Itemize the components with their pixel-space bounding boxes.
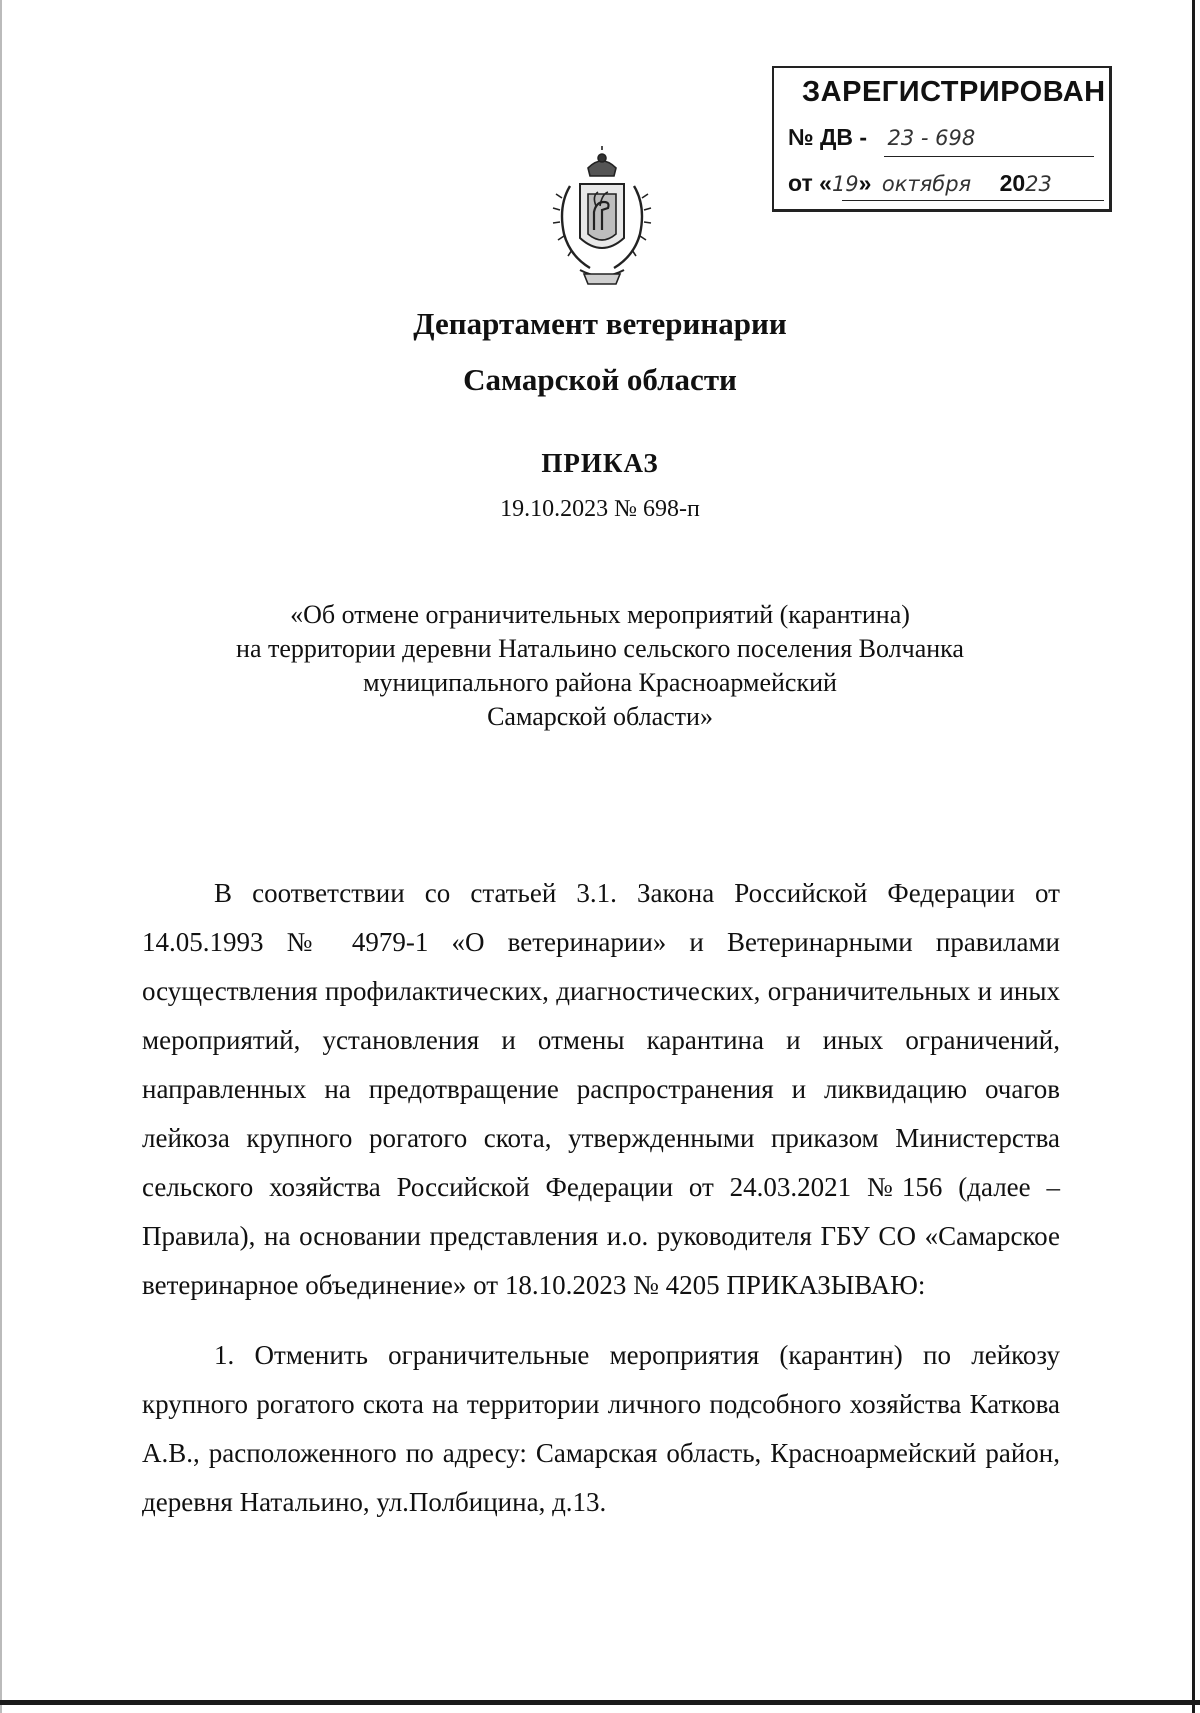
scan-edge-right	[1192, 0, 1195, 1713]
stamp-year-prefix: 20	[999, 170, 1026, 196]
order-date-number: 19.10.2023 № 698-п	[500, 496, 700, 522]
stamp-year-suffix: 23	[1025, 172, 1052, 196]
stamp-date-prefix: от «	[788, 170, 832, 196]
order-title: ПРИКАЗ	[541, 448, 659, 478]
scan-edge-bottom	[0, 1700, 1200, 1705]
scan-edge-left	[0, 0, 2, 1713]
coat-of-arms-emblem	[540, 146, 664, 296]
order-subject	[0, 598, 1200, 734]
stamp-number-value: 23 - 698	[887, 126, 976, 150]
stamp-number-underline	[884, 156, 1094, 157]
stamp-date-mid: »	[858, 170, 872, 196]
stamp-date-underline	[842, 200, 1104, 201]
stamp-date-day: 19	[831, 172, 859, 196]
registration-stamp	[772, 66, 1112, 212]
stamp-date-month: октября	[881, 172, 972, 196]
subject-line-1: «Об отмене ограничительных мероприятий (карантина)	[290, 600, 910, 629]
stamp-date-row	[788, 170, 1052, 197]
preamble-paragraph: В соответствии со статьей 3.1. Закона Российской Федерации от 14.05.1993 № 4979-1 «О ветеринарии» и Ветеринарными правилами осуществления профилактических, диагностических, ограничительных и иных мероприятий, установления и отмены карантина и иных ограничений, направленных на предотвращение распространения и ликвидацию очагов лейкоза крупного рогатого скота, утвержденными приказом Министерства сельского хозяйства Российской Федерации от 24.03.2021 №156 (далее – Правила), на основании представления и.о. руководителя ГБУ СО «Самарское ветеринарное объединение» от 18.10.2023 № 4205 ПРИКАЗЫВАЮ:	[142, 878, 1060, 1300]
department-name-line1: Департамент ветеринарии	[413, 306, 787, 341]
stamp-number-row	[788, 124, 975, 151]
subject-line-3: муниципального района Красноармейский	[363, 668, 837, 697]
stamp-number-label: № ДВ -	[788, 124, 868, 150]
order-item-1: 1. Отменить ограничительные мероприятия (карантин) по лейкозу крупного рогатого скота на территории личного подсобного хозяйства Каткова А.В., расположенного по адресу: Самарская область, Красноармейский район, деревня Натальино, ул.Полбицина, д.13.	[142, 1340, 1060, 1517]
department-name-line2: Самарской области	[463, 362, 737, 397]
subject-line-2: на территории деревни Натальино сельского поселения Волчанка	[236, 634, 964, 663]
subject-line-4: Самарской области»	[487, 702, 713, 731]
stamp-title: ЗАРЕГИСТРИРОВАН	[802, 76, 1106, 108]
